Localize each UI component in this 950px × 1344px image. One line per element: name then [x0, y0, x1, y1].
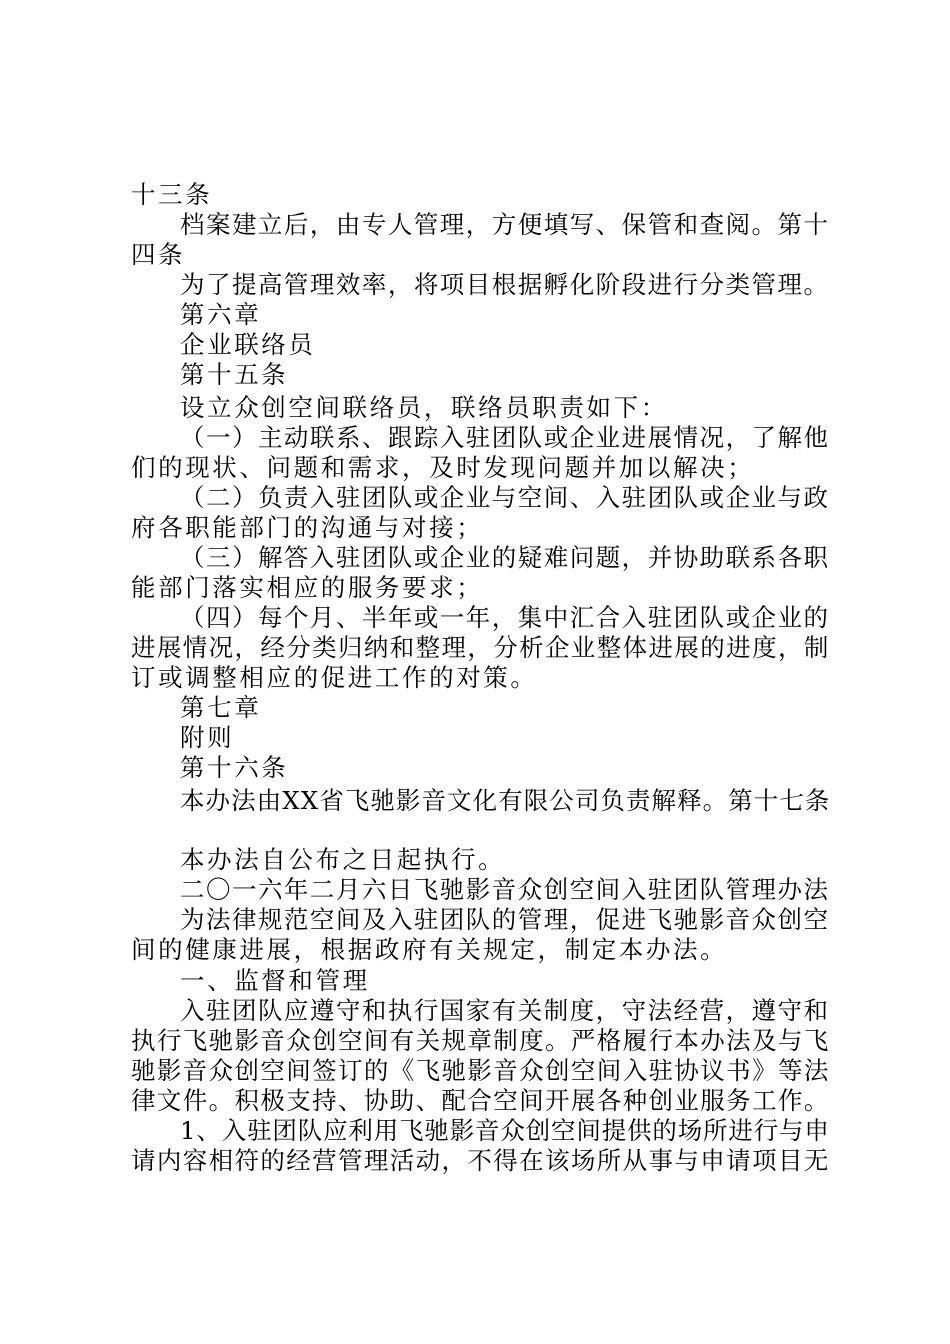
chapter-title: 企业联络员 [180, 330, 316, 359]
chapter-heading: 第七章 [180, 693, 262, 722]
text-line: 设立众创空间联络员，联络员职责如下： [180, 393, 668, 422]
text-line: 能部门落实相应的服务要求； [131, 573, 484, 602]
text-line: 十三条 [131, 180, 213, 209]
text-line: 执行飞驰影音众创空间有关规章制度。严格履行本办法及与飞 [131, 1026, 830, 1055]
text-line: 府各职能部门的沟通与对接； [131, 513, 484, 542]
text-line: 订或调整相应的促进工作的对策。 [131, 663, 538, 692]
text-line: 为法律规范空间及入驻团队的管理，促进飞驰影音众创空 [180, 905, 830, 934]
list-item-line: （三）解答入驻团队或企业的疑难问题，并协助联系各职 [180, 543, 830, 572]
text-line: 间的健康进展，根据政府有关规定，制定本办法。 [131, 935, 728, 964]
text-line: 本办法自公布之日起执行。 [180, 845, 506, 874]
text-line: 驰影音众创空间签订的《飞驰影音众创空间入驻协议书》等法 [131, 1056, 830, 1085]
list-item-line: （四）每个月、半年或一年，集中汇合入驻团队或企业的 [180, 603, 830, 632]
text-line: 四条 [131, 240, 186, 269]
text-line: 请内容相符的经营管理活动，不得在该场所从事与申请项目无 [131, 1146, 830, 1175]
list-item-line: 1、入驻团队应利用飞驰影音众创空间提供的场所进行与申 [180, 1116, 830, 1145]
text-line: 入驻团队应遵守和执行国家有关制度，守法经营，遵守和 [180, 996, 830, 1025]
article-heading: 第十五条 [180, 360, 289, 389]
text-line: 律文件。积极支持、协助、配合空间开展各种创业服务工作。 [131, 1086, 830, 1115]
text-line: 本办法由XX省飞驰影音文化有限公司负责解释。第十七条 [180, 786, 831, 815]
text-line: 们的现状、问题和需求，及时发现问题并加以解决； [131, 453, 755, 482]
list-item-line: （一）主动联系、跟踪入驻团队或企业进展情况，了解他 [180, 423, 830, 452]
text-line: 档案建立后，由专人管理，方便填写、保管和查阅。第十 [180, 210, 830, 239]
article-heading: 第十六条 [180, 753, 289, 782]
list-item-line: （二）负责入驻团队或企业与空间、入驻团队或企业与政 [180, 483, 830, 512]
chapter-heading: 第六章 [180, 300, 262, 329]
text-line: 为了提高管理效率，将项目根据孵化阶段进行分类管理。 [180, 270, 830, 299]
text-line: 进展情况，经分类归纳和整理，分析企业整体进展的进度，制 [131, 633, 830, 662]
document-title: 二〇一六年二月六日飞驰影音众创空间入驻团队管理办法 [180, 875, 830, 904]
section-heading: 一、监督和管理 [180, 966, 370, 995]
chapter-title: 附则 [180, 723, 235, 752]
